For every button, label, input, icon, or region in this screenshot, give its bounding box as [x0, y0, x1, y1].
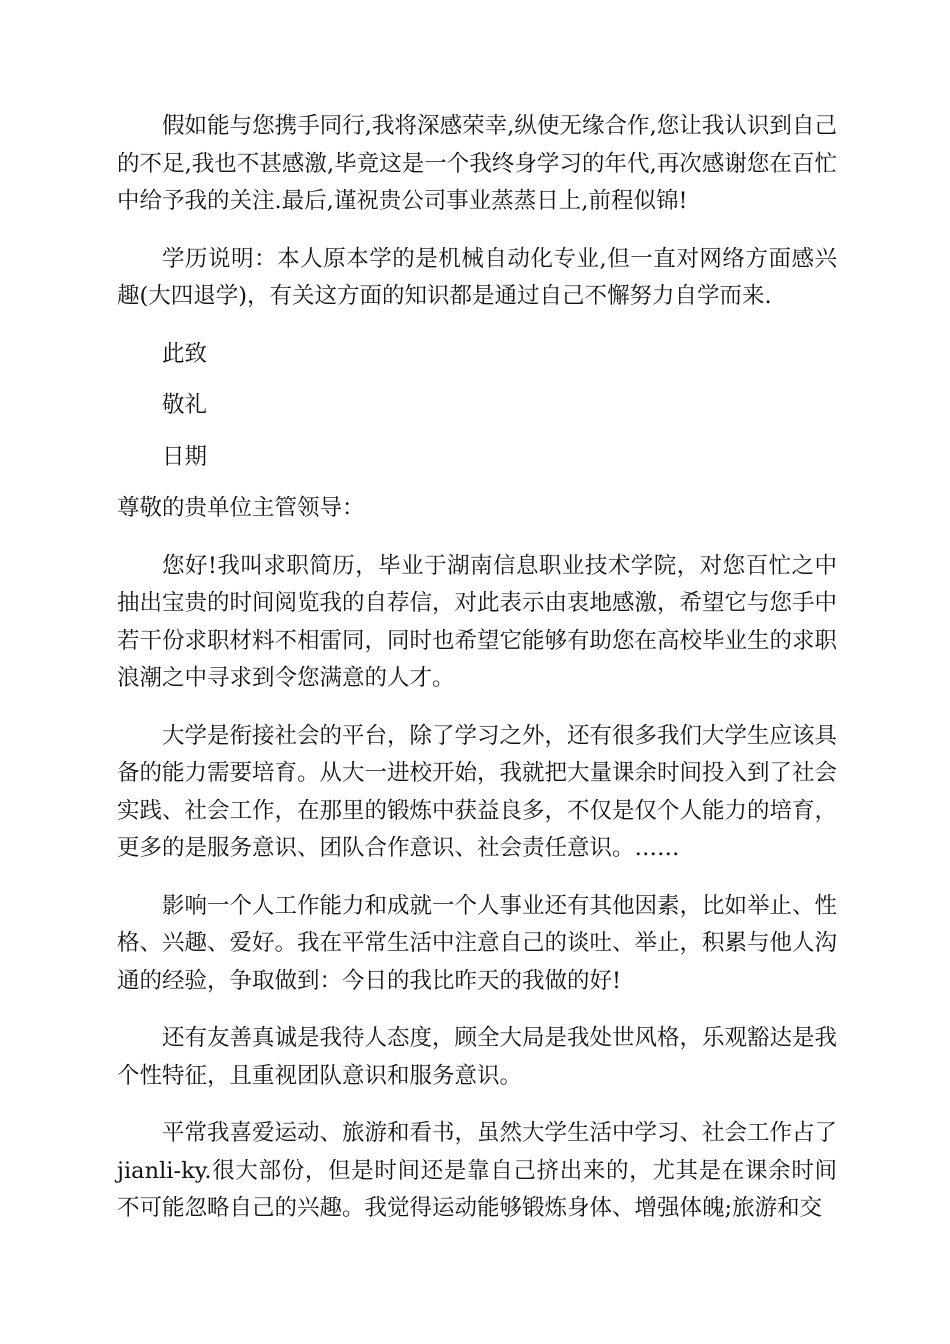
education-note-paragraph: 学历说明：本人原本学的是机械自动化专业,但一直对网络方面感兴趣(大四退学)，有关这方面的知识都是通过自己不懈努力自学而来. [117, 245, 837, 309]
attitude-paragraph: 还有友善真诚是我待人态度，顾全大局是我处世风格，乐观豁达是我个性特征，且重视团队意识和服务意识。 [117, 1025, 838, 1089]
date-line: 日期 [162, 443, 208, 470]
intro-paragraph: 您好!我叫求职简历，毕业于湖南信息职业技术学院，对您百忙之中抽出宝贵的时间阅览我的自荐信，对此表示由衷地感激，希望它与您手中若干份求职材料不相雷同，同时也希望它能够有助您在高校毕业生的求职浪潮之中寻求到令您满意的人才。 [117, 552, 838, 691]
document-body [117, 108, 837, 1248]
letter-greeting: 尊敬的贵单位主管领导： [117, 495, 365, 521]
hobbies-paragraph: 平常我喜爱运动、旅游和看书，虽然大学生活中学习、社会工作占了jianli-ky.很大部份，但是时间还是靠自己挤出来的，尤其是在课余时间不可能忽略自己的兴趣。我觉得运动能够锻炼身体、增强体魄;旅游和交 [117, 1120, 838, 1221]
salutation-jingli: 敬礼 [162, 392, 208, 418]
university-paragraph: 大学是衔接社会的平台，除了学习之外，还有很多我们大学生应该具备的能力需要培育。从大一进校开始，我就把大量课余时间投入到了社会实践、社会工作，在那里的锻炼中获益良多，不仅是仅个人能力的培育，更多的是服务意识、团队合作意识、社会责任意识。…… [117, 722, 838, 861]
salutation-cizhi: 此致 [162, 340, 208, 367]
closing-paragraph: 假如能与您携手同行,我将深感荣幸,纵使无缘合作,您让我认识到自己的不足,我也不甚感激,毕竟这是一个我终身学习的年代,再次感谢您在百忙中给予我的关注.最后,谨祝贵公司事业蒸蒸日上,前程似锦! [117, 113, 837, 214]
personality-paragraph: 影响一个人工作能力和成就一个人事业还有其他因素，比如举止、性格、兴趣、爱好。我在平常生活中注意自己的谈吐、举止，积累与他人沟通的经验，争取做到：今日的我比昨天的我做的好! [117, 892, 838, 994]
